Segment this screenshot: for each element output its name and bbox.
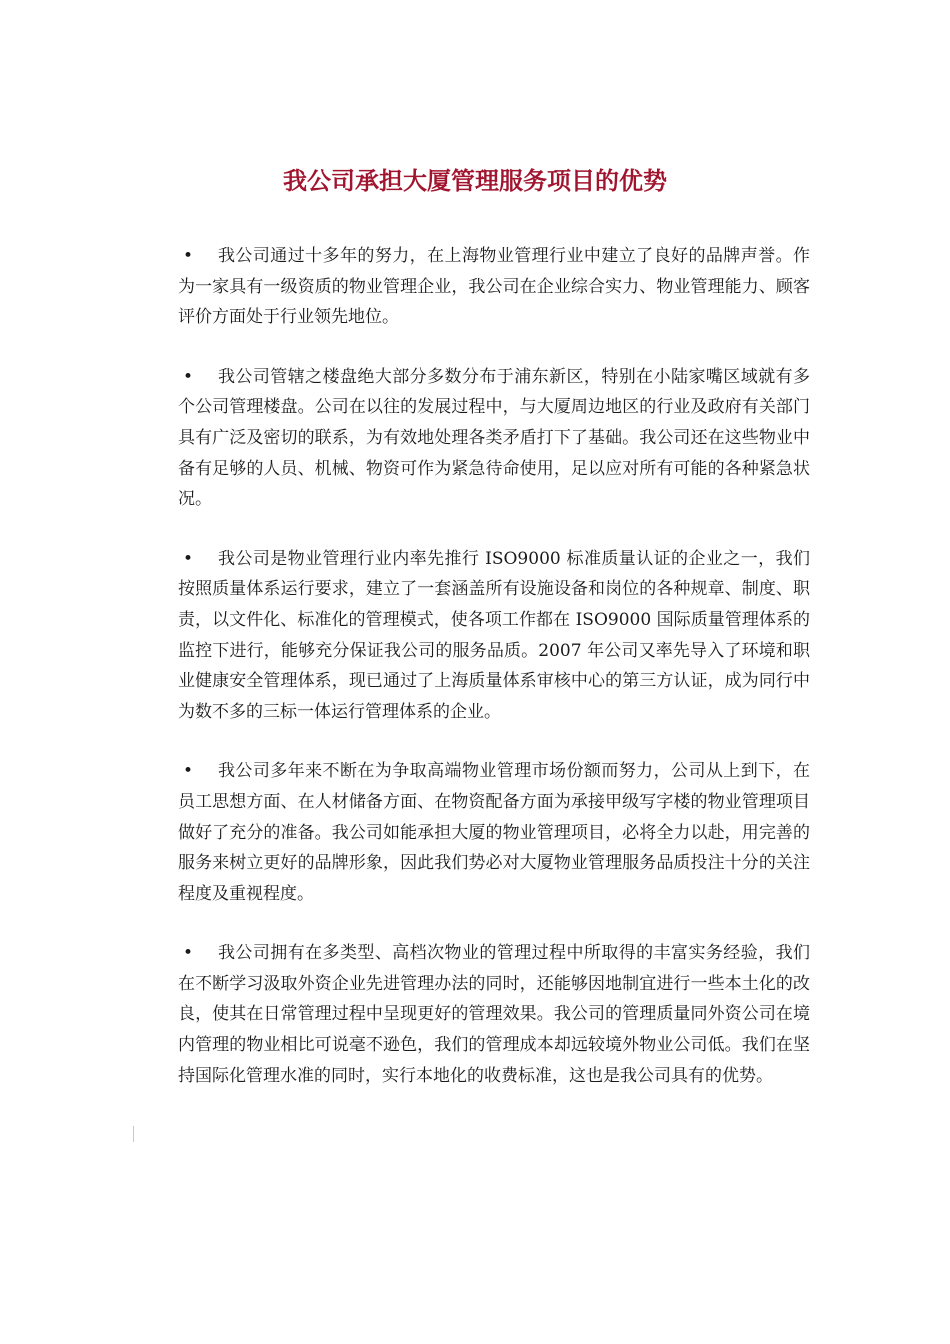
- paragraph-2: [178, 362, 810, 515]
- paragraph-5: [178, 938, 810, 1091]
- paragraph-1: [178, 241, 810, 333]
- bullet-icon: •: [183, 366, 194, 387]
- paragraph-4: [178, 756, 810, 909]
- document-title: 我公司承担大厦管理服务项目的优势: [283, 167, 667, 195]
- paragraph-text: 我公司管辖之楼盘绝大部分多数分布于浦东新区，特别在小陆家嘴区域就有多个公司管理楼盘。公司在以往的发展过程中，与大厦周边地区的行业及政府有关部门具有广泛及密切的联系，为有效地处理各类矛盾打下了基础。我公司还在这些物业中备有足够的人员、机械、物资可作为紧急待命使用，足以应对所有可能的各种紧急状况。: [178, 366, 810, 510]
- bullet-icon: •: [183, 943, 194, 964]
- paragraph-3: [178, 544, 810, 728]
- text-cursor-marker: [133, 1126, 134, 1142]
- document-body: [178, 241, 810, 1120]
- paragraph-text: 我公司是物业管理行业内率先推行 ISO9000 标准质量认证的企业之一，我们按照质量体系运行要求，建立了一套涵盖所有设施设备和岗位的各种规章、制度、职责，以文件化、标准化的管理模式，使各项工作都在 ISO9000 国际质量管理体系的监控下进行，能够充分保证我公司的服务品质。2007 年公司又率先导入了环境和职业健康安全管理体系，现已通过了上海质量体系审核中心的第三方认证，成为同行中为数不多的三标一体运行管理体系的企业。: [178, 548, 810, 722]
- paragraph-text: 我公司拥有在多类型、高档次物业的管理过程中所取得的丰富实务经验，我们在不断学习汲取外资企业先进管理办法的同时，还能够因地制宜进行一些本土化的改良，使其在日常管理过程中呈现更好的管理效果。我公司的管理质量同外资公司在境内管理的物业相比可说毫不逊色，我们的管理成本却远较境外物业公司低。我们在坚持国际化管理水准的同时，实行本地化的收费标准，这也是我公司具有的优势。: [178, 943, 810, 1086]
- bullet-icon: •: [183, 246, 194, 266]
- bullet-icon: •: [183, 761, 194, 782]
- paragraph-text: 我公司通过十多年的努力，在上海物业管理行业中建立了良好的品牌声誉。作为一家具有一级资质的物业管理企业，我公司在企业综合实力、物业管理能力、顾客评价方面处于行业领先地位。: [178, 246, 810, 328]
- paragraph-text: 我公司多年来不断在为争取高端物业管理市场份额而努力，公司从上到下，在员工思想方面、在人材储备方面、在物资配备方面为承接甲级写字楼的物业管理项目做好了充分的准备。我公司如能承担大厦的物业管理项目，必将全力以赴，用完善的服务来树立更好的品牌形象，因此我们势必对大厦物业管理服务品质投注十分的关注程度及重视程度。: [178, 761, 810, 904]
- bullet-icon: •: [183, 548, 194, 569]
